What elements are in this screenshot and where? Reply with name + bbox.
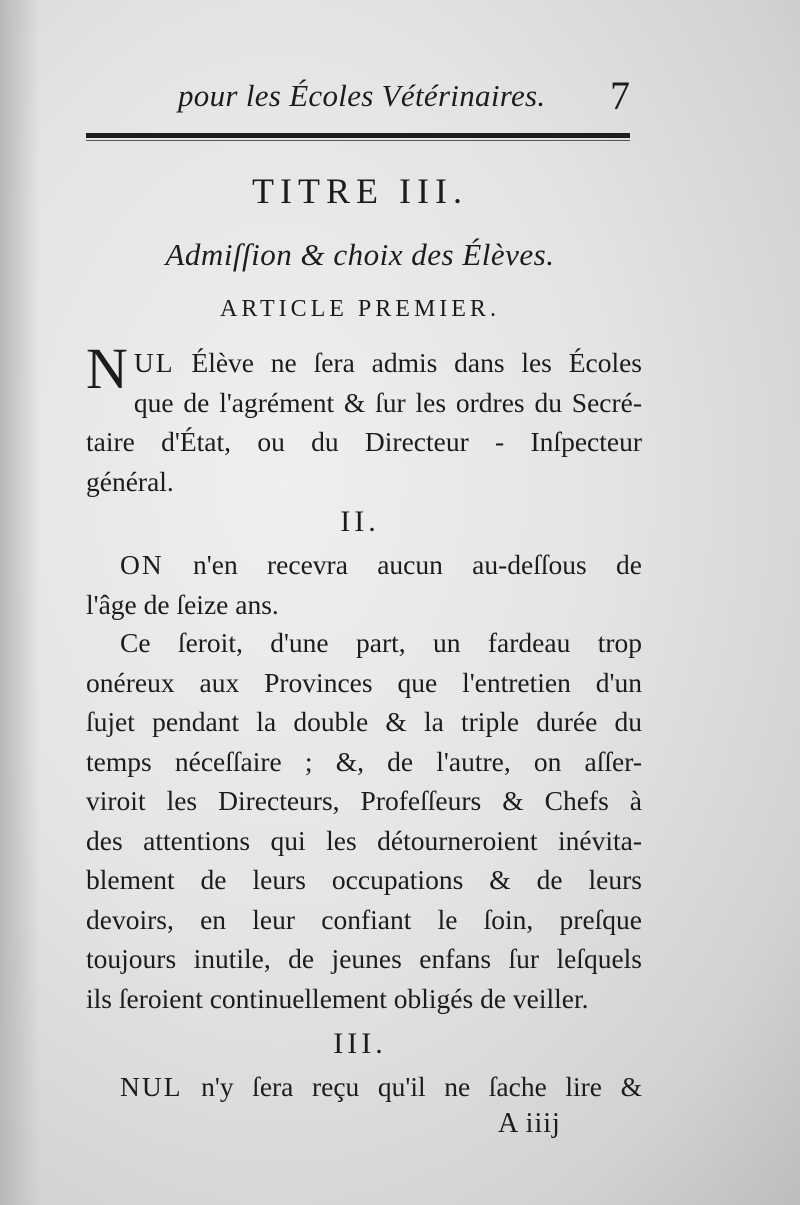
text-line: NUL n'y ſera reçu qu'il ne ſache lire & (120, 1071, 642, 1102)
text-line: viroit les Directeurs, Profeſſeurs & Chefs à (86, 785, 642, 816)
signature-mark: A iiij (498, 1108, 561, 1139)
article-2-commentary (86, 623, 642, 1018)
lead-caps: NUL (120, 1071, 183, 1102)
text-line: ON n'en recevra aucun au-deſſous de (120, 549, 643, 580)
header-rule-thin (86, 140, 630, 141)
first-word-caps: UL (133, 347, 175, 378)
header-rule (86, 133, 630, 138)
article-number: III. (333, 1027, 387, 1060)
text-line: taire d'État, ou du Directeur - Inſpecteur (86, 426, 642, 457)
text-line: devoirs, en leur confiant le ſoin, preſque (86, 903, 642, 935)
article-number: II. (340, 505, 380, 538)
article-3-paragraph (86, 1067, 642, 1107)
text-line: temps néceſſaire ; &, de l'autre, on aſſer- (86, 745, 642, 777)
article-1-paragraph (86, 336, 643, 501)
text-line: UL Élève ne ſera admis dans les Écoles (133, 347, 643, 378)
running-title: pour les Écoles Vétérinaires. (178, 78, 546, 113)
article-2-paragraph (86, 545, 642, 624)
text-line: Ce ſeroit, d'une part, un fardeau trop (120, 627, 642, 658)
text-line: ils ſeroient continuellement obligés de veiller. (86, 982, 589, 1014)
text-line: des attentions qui les détourneroient inévita- (86, 824, 642, 856)
text-line: l'âge de ſeize ans. (86, 588, 279, 620)
page-number: 7 (610, 73, 630, 118)
section-subtitle: Admiſſion & choix des Élèves. (165, 237, 555, 272)
lead-caps: ON (120, 549, 164, 580)
text-line: onéreux aux Provinces que l'entretien d'un (86, 666, 642, 698)
article-heading: ARTICLE PREMIER. (220, 296, 500, 322)
text-line: toujours inutile, de jeunes enfans ſur leſquels (86, 943, 642, 974)
text-line: blement de leurs occupations & de leurs (86, 864, 642, 895)
drop-cap: N (86, 336, 128, 401)
text-line: général. (86, 465, 174, 497)
section-title: TITRE III. (252, 171, 468, 211)
text-line: ſujet pendant la double & la triple durée du (86, 706, 642, 737)
text-line: que de l'agrément & ſur les ordres du Secré- (133, 386, 642, 418)
